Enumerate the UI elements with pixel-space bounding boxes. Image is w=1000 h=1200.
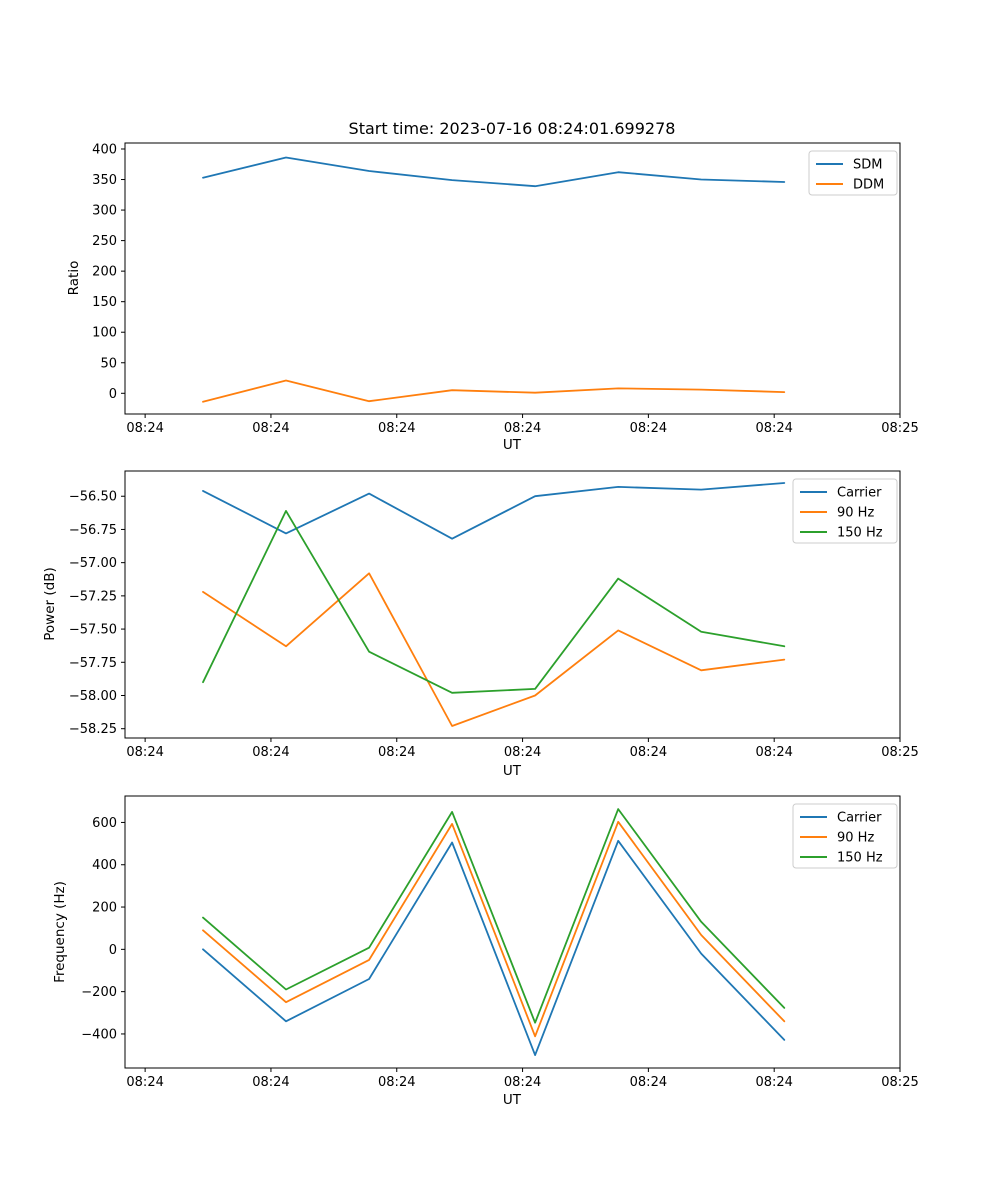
x-tick-label: 08:24: [252, 745, 290, 760]
y-tick-label: 200: [92, 264, 117, 280]
y-tick-label: −57.00: [68, 556, 117, 572]
xlabel-ut-3: UT: [502, 1092, 522, 1108]
x-tick-label: 08:24: [503, 745, 542, 760]
x-tick-label: 08:24: [126, 1075, 164, 1090]
y-tick-label: 200: [92, 900, 117, 916]
axes-background: [125, 796, 900, 1068]
y-tick-label: 250: [92, 234, 117, 250]
subplot-1: [92, 142, 919, 436]
y-tick-label: 350: [92, 173, 117, 189]
y-tick-label: −57.25: [68, 589, 117, 605]
legend-label: 90 Hz: [837, 830, 875, 846]
x-tick-label: 08:24: [755, 1075, 793, 1090]
y-tick-label: −56.50: [68, 489, 117, 505]
legend-label: Carrier: [837, 810, 882, 826]
x-tick-label: 08:24: [378, 1075, 416, 1090]
x-tick-label: 08:24: [503, 421, 542, 436]
x-tick-label: 08:25: [881, 1075, 919, 1090]
x-tick-label: 08:24: [126, 745, 164, 760]
subplot-3: [81, 796, 918, 1090]
y-tick-label: 150: [92, 295, 117, 311]
legend-label: SDM: [853, 157, 883, 173]
y-tick-label: −56.75: [68, 522, 117, 538]
y-tick-label: −400: [81, 1027, 117, 1043]
y-tick-label: 0: [108, 942, 117, 958]
x-tick-label: 08:24: [755, 745, 793, 760]
legend-label: DDM: [853, 177, 885, 193]
y-tick-label: −57.50: [68, 622, 117, 638]
legend: [793, 479, 897, 543]
legend-label: 150 Hz: [837, 525, 883, 541]
y-tick-label: −200: [81, 985, 117, 1001]
x-tick-label: 08:24: [252, 421, 290, 436]
legend-label: 150 Hz: [837, 850, 883, 866]
legend-label: Carrier: [837, 485, 882, 501]
xlabel-ut-2: UT: [502, 763, 522, 779]
y-tick-label: 400: [92, 142, 117, 158]
x-tick-label: 08:25: [881, 745, 919, 760]
y-tick-label: 100: [92, 325, 117, 341]
ylabel-ratio: Ratio: [66, 260, 82, 296]
ylabel-frequency: Frequency (Hz): [52, 881, 68, 983]
x-tick-label: 08:24: [503, 1075, 542, 1090]
y-tick-label: 50: [100, 356, 117, 372]
y-tick-label: 0: [108, 386, 117, 402]
figure-title: Start time: 2023-07-16 08:24:01.699278: [348, 119, 676, 138]
y-tick-label: 400: [92, 858, 117, 874]
y-tick-label: −57.75: [68, 655, 117, 671]
legend: [793, 804, 897, 868]
y-tick-label: 300: [92, 203, 117, 219]
ylabel-power: Power (dB): [42, 567, 58, 641]
y-tick-label: −58.25: [68, 722, 117, 738]
x-tick-label: 08:24: [252, 1075, 290, 1090]
x-tick-label: 08:24: [378, 421, 416, 436]
y-tick-label: 600: [92, 815, 117, 831]
xlabel-ut-1: UT: [502, 437, 522, 453]
x-tick-label: 08:25: [881, 421, 919, 436]
legend: [809, 151, 897, 195]
x-tick-label: 08:24: [755, 421, 793, 436]
subplot-2: [69, 471, 919, 760]
x-tick-label: 08:24: [378, 745, 416, 760]
x-tick-label: 08:24: [629, 1075, 668, 1090]
x-tick-label: 08:24: [629, 745, 668, 760]
legend-label: 90 Hz: [837, 505, 875, 521]
y-tick-label: −58.00: [68, 688, 117, 704]
x-tick-label: 08:24: [629, 421, 668, 436]
x-tick-label: 08:24: [126, 421, 164, 436]
